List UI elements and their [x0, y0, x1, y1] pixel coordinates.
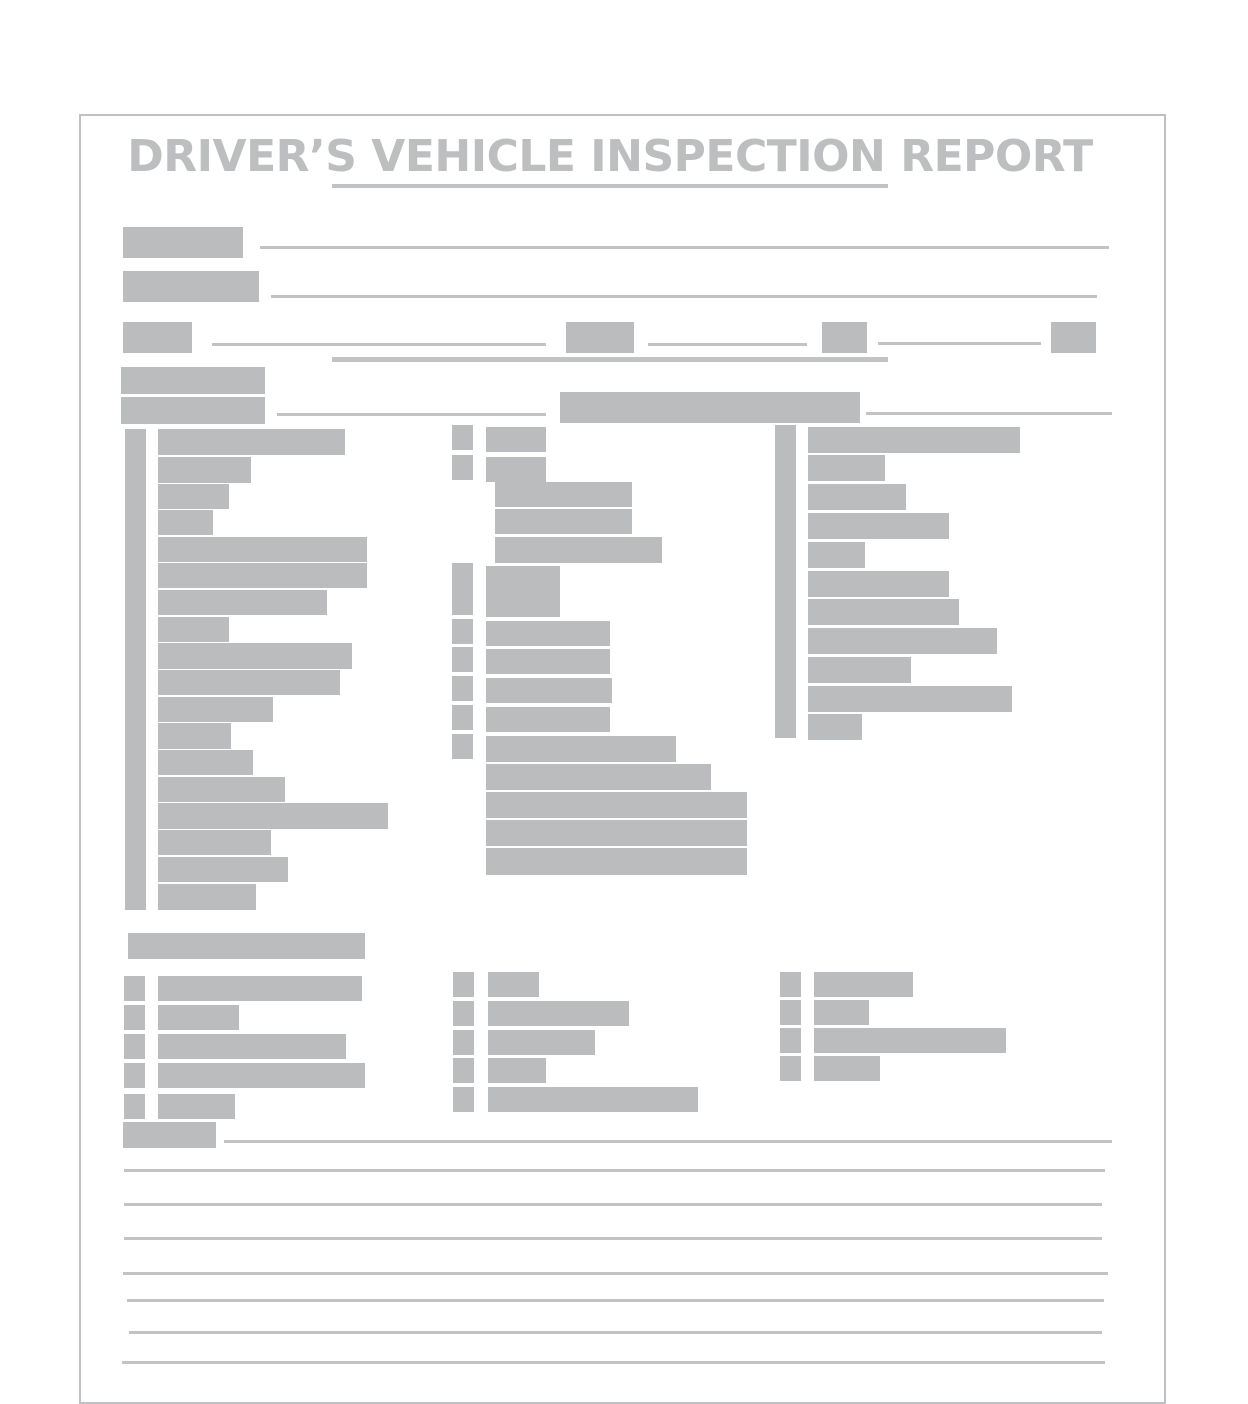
checkbox[interactable]: [124, 1034, 145, 1059]
checklist-label: [158, 617, 229, 642]
checklist-label: [808, 571, 949, 597]
remarks-line[interactable]: [124, 1169, 1105, 1172]
checklist-label: [158, 484, 229, 509]
checklist-label: [158, 884, 256, 910]
checklist-sublabel: [495, 482, 632, 507]
remarks-line[interactable]: [124, 1203, 1102, 1206]
checkbox[interactable]: [125, 429, 146, 910]
checklist-label: [488, 1058, 546, 1083]
checklist-sublabel: [486, 848, 747, 875]
checklist-label: [808, 455, 885, 481]
checklist-label: [486, 649, 610, 674]
field-label: [566, 322, 634, 353]
section-divider: [332, 357, 888, 362]
field-line[interactable]: [271, 295, 1097, 298]
checkbox[interactable]: [452, 563, 473, 615]
checklist-label: [158, 510, 213, 535]
checkbox[interactable]: [780, 1028, 801, 1053]
checkbox[interactable]: [453, 1087, 474, 1112]
checkbox[interactable]: [452, 705, 473, 730]
checkbox[interactable]: [452, 425, 473, 450]
checkbox[interactable]: [452, 455, 473, 480]
field-line[interactable]: [878, 342, 1041, 345]
checklist-label: [158, 830, 271, 855]
checkbox[interactable]: [780, 972, 801, 997]
checklist-label: [158, 723, 231, 749]
checklist-label: [158, 697, 273, 722]
checklist-label: [158, 1063, 365, 1088]
remarks-line[interactable]: [224, 1140, 1112, 1143]
checklist-label: [158, 563, 367, 588]
checkbox[interactable]: [780, 1000, 801, 1025]
field-label: [123, 322, 192, 353]
section-heading: [121, 367, 265, 394]
checklist-label: [808, 714, 862, 740]
section-heading: [128, 933, 365, 959]
checklist-label: [486, 621, 610, 646]
checklist-label: [808, 542, 865, 568]
checklist-label: [158, 1034, 346, 1059]
checklist-label: [488, 1087, 698, 1112]
checklist-label: [486, 427, 546, 452]
checkbox[interactable]: [780, 1056, 801, 1081]
checklist-label: [158, 857, 288, 882]
checklist-label: [158, 1005, 239, 1030]
checklist-label: [158, 429, 345, 455]
checkbox[interactable]: [124, 976, 145, 1001]
checklist-label: [808, 599, 959, 625]
title-underline: [332, 184, 888, 188]
checklist-label: [808, 686, 1012, 712]
checklist-label: [158, 803, 388, 829]
checkbox[interactable]: [452, 734, 473, 759]
checklist-label: [158, 777, 285, 802]
checklist-label: [814, 1000, 869, 1025]
checklist-label: [808, 427, 1020, 453]
field-line[interactable]: [212, 343, 546, 346]
checkbox[interactable]: [453, 1030, 474, 1055]
checklist-label: [158, 1094, 235, 1119]
checklist-label: [814, 972, 913, 997]
checklist-label: [158, 750, 253, 775]
checklist-label: [486, 678, 612, 703]
form-title: DRIVER’S VEHICLE INSPECTION REPORT: [127, 131, 1093, 182]
remarks-line[interactable]: [123, 1272, 1108, 1275]
checklist-label: [486, 707, 610, 732]
remarks-label: [123, 1122, 216, 1148]
checkbox[interactable]: [775, 425, 796, 738]
checkbox[interactable]: [452, 676, 473, 701]
checkbox[interactable]: [124, 1005, 145, 1030]
remarks-line[interactable]: [122, 1361, 1105, 1364]
checklist-label: [486, 566, 560, 617]
checklist-label: [814, 1056, 880, 1081]
checklist-label: [486, 457, 546, 482]
checklist-label: [488, 1030, 595, 1055]
checklist-label: [158, 643, 352, 669]
checkbox[interactable]: [453, 1058, 474, 1083]
checklist-sublabel: [495, 509, 632, 534]
field-label: [123, 227, 243, 258]
checklist-label: [158, 976, 362, 1001]
checklist-label: [486, 736, 676, 762]
checkbox[interactable]: [452, 647, 473, 672]
field-line[interactable]: [260, 246, 1109, 249]
remarks-line[interactable]: [129, 1331, 1102, 1334]
field-label: [822, 322, 867, 353]
checklist-label: [808, 484, 906, 510]
checklist-label: [814, 1028, 1006, 1053]
field-label: [1051, 322, 1096, 353]
checklist-sublabel: [486, 764, 711, 790]
checklist-label: [488, 972, 539, 997]
field-label: [560, 392, 860, 423]
checklist-label: [158, 457, 251, 483]
field-line[interactable]: [866, 412, 1112, 415]
remarks-line[interactable]: [127, 1299, 1104, 1302]
checklist-sublabel: [486, 820, 747, 846]
checklist-sublabel: [495, 537, 662, 563]
field-label: [121, 397, 265, 424]
field-line[interactable]: [648, 343, 807, 346]
checklist-label: [808, 628, 997, 654]
checklist-label: [808, 657, 911, 683]
checklist-label: [158, 670, 340, 695]
remarks-line[interactable]: [124, 1237, 1102, 1240]
checkbox[interactable]: [124, 1063, 145, 1088]
checklist-label: [158, 590, 327, 615]
checkbox[interactable]: [124, 1094, 145, 1119]
checklist-label: [488, 1001, 629, 1026]
checklist-label: [158, 537, 367, 562]
checkbox[interactable]: [452, 619, 473, 644]
checkbox[interactable]: [453, 972, 474, 997]
checklist-label: [808, 513, 949, 539]
checklist-sublabel: [486, 792, 747, 818]
field-label: [123, 271, 259, 302]
field-line[interactable]: [277, 413, 546, 416]
checkbox[interactable]: [453, 1001, 474, 1026]
